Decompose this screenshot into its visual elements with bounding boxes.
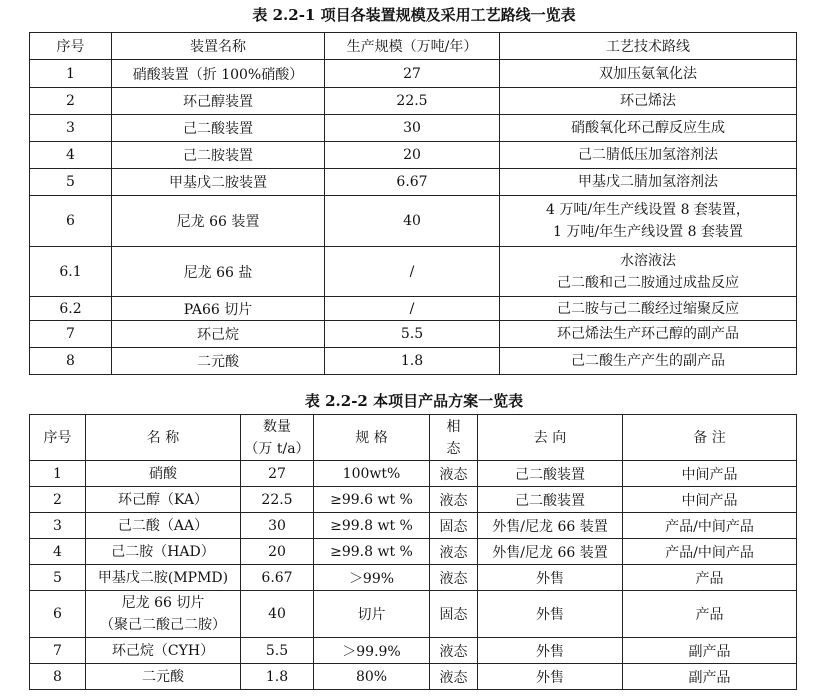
header-cell	[314, 415, 430, 461]
product-name-cell	[86, 461, 241, 487]
serial-cell: 3	[30, 513, 86, 539]
destination-cell: 己二酸装置	[478, 461, 623, 487]
serial-cell: 4	[30, 539, 86, 565]
table-row	[30, 487, 797, 513]
phase-cell: 固态	[430, 513, 478, 539]
process-route-cell	[500, 321, 797, 348]
process-route-cell	[500, 115, 797, 142]
quantity-cell: 40	[241, 591, 314, 638]
scale-cell: 1.8	[325, 348, 500, 375]
destination-cell: 外售/尼龙 66 装置	[478, 539, 623, 565]
scale-cell: 27	[325, 60, 500, 88]
scale-cell: 5.5	[325, 321, 500, 348]
header-cell	[623, 415, 797, 461]
table-row	[30, 169, 797, 196]
serial-cell: 2	[30, 487, 86, 513]
phase-cell: 液态	[430, 461, 478, 487]
remark-cell: 产品	[623, 591, 797, 638]
process-route-line: 双加压氨氧化法	[599, 65, 697, 82]
process-route-line: 己二酸和己二胺通过成盐反应	[557, 274, 739, 291]
remark-cell: 中间产品	[623, 487, 797, 513]
process-route-cell	[500, 169, 797, 196]
serial-cell: 5	[30, 565, 86, 591]
scale-cell: 20	[325, 142, 500, 169]
quantity-cell: 27	[241, 461, 314, 487]
header-line: （万 t/a）	[244, 440, 310, 457]
header-line: 序号	[43, 429, 72, 446]
product-name-cell	[86, 638, 241, 664]
device-name-cell: 环己醇装置	[112, 88, 325, 115]
serial-cell: 3	[30, 115, 112, 142]
device-name-cell: 硝酸装置（折 100%硝酸）	[112, 60, 325, 88]
header-line: 去 向	[533, 429, 567, 446]
table-row	[30, 196, 797, 247]
quantity-cell: 20	[241, 539, 314, 565]
destination-cell: 外售	[478, 591, 623, 638]
device-name-cell: 甲基戊二胺装置	[112, 169, 325, 196]
process-route-line: 己二腈低压加氢溶剂法	[578, 147, 718, 163]
product-name-line: 己二胺（HAD）	[111, 543, 215, 560]
product-plan-table	[29, 414, 797, 690]
process-route-line: 4 万吨/年生产线设置 8 套装置，	[546, 202, 750, 218]
product-name-cell	[86, 513, 241, 539]
header-line: 数量	[263, 418, 291, 435]
device-name-cell: 己二酸装置	[112, 115, 325, 142]
table1-caption: 表 2.2-1 项目各装置规模及采用工艺路线一览表	[252, 6, 576, 24]
scale-cell: 30	[325, 115, 500, 142]
product-name-line: 甲基戊二胺(MPMD)	[97, 569, 229, 586]
table-row	[30, 321, 797, 348]
process-route-cell	[500, 247, 797, 297]
serial-cell: 8	[30, 664, 86, 690]
table2-caption: 表 2.2-2 本项目产品方案一览表	[304, 392, 524, 410]
quantity-cell: 22.5	[241, 487, 314, 513]
scale-cell: /	[325, 297, 500, 321]
spec-cell: 100wt%	[314, 461, 430, 487]
spec-cell: ≥99.8 wt %	[314, 513, 430, 539]
serial-cell: 1	[30, 60, 112, 88]
header-cell: 工艺技术路线	[500, 33, 797, 60]
serial-cell: 7	[30, 638, 86, 664]
header-line: 备 注	[693, 429, 726, 446]
device-name-cell: 己二胺装置	[112, 142, 325, 169]
destination-cell: 外售	[478, 664, 623, 690]
serial-cell: 2	[30, 88, 112, 115]
process-route-line: 硝酸氧化环己醇反应生成	[571, 120, 725, 136]
process-route-line: 水溶液法	[620, 252, 676, 269]
table-row	[30, 539, 797, 565]
header-cell	[86, 415, 241, 461]
table-row	[30, 461, 797, 487]
serial-cell: 6.2	[30, 297, 112, 321]
quantity-cell: 5.5	[241, 638, 314, 664]
remark-cell: 产品	[623, 565, 797, 591]
header-cell	[30, 415, 86, 461]
phase-cell: 液态	[430, 487, 478, 513]
scale-cell: 6.67	[325, 169, 500, 196]
header-cell: 生产规模（万吨/年）	[325, 33, 500, 60]
scale-cell: /	[325, 247, 500, 297]
serial-cell: 5	[30, 169, 112, 196]
product-name-line: 二元酸	[142, 668, 184, 685]
product-name-line: 己二酸（AA）	[117, 517, 209, 534]
product-name-line: 硝酸	[149, 465, 177, 482]
phase-cell: 液态	[430, 638, 478, 664]
table-row	[30, 664, 797, 690]
header-line: 态	[446, 440, 461, 457]
table-row	[30, 591, 797, 638]
product-name-line: 环己烷（CYH）	[111, 642, 215, 659]
destination-cell: 外售/尼龙 66 装置	[478, 513, 623, 539]
product-name-line: （聚己二酸己二胺）	[100, 617, 226, 633]
serial-cell: 6.1	[30, 247, 112, 297]
remark-cell: 产品/中间产品	[623, 513, 797, 539]
quantity-cell: 6.67	[241, 565, 314, 591]
header-line: 相	[446, 418, 461, 435]
scale-cell: 22.5	[325, 88, 500, 115]
remark-cell: 副产品	[623, 638, 797, 664]
process-route-cell	[500, 142, 797, 169]
table-row	[30, 142, 797, 169]
device-name-cell: 尼龙 66 盐	[112, 247, 325, 297]
remark-cell: 产品/中间产品	[623, 539, 797, 565]
process-route-line: 环己烯法生产环己醇的副产品	[557, 326, 739, 342]
destination-cell: 外售	[478, 638, 623, 664]
remark-cell: 副产品	[623, 664, 797, 690]
process-route-cell	[500, 297, 797, 321]
spec-cell: ＞99.9%	[314, 638, 430, 664]
header-cell	[241, 415, 314, 461]
table-row	[30, 60, 797, 88]
serial-cell: 1	[30, 461, 86, 487]
product-name-line: 环己醇（KA）	[117, 491, 208, 508]
serial-cell: 8	[30, 348, 112, 375]
process-route-cell	[500, 60, 797, 88]
quantity-cell: 1.8	[241, 664, 314, 690]
table-row	[30, 297, 797, 321]
process-route-line: 环己烯法	[620, 93, 676, 109]
remark-cell: 中间产品	[623, 461, 797, 487]
destination-cell: 己二酸装置	[478, 487, 623, 513]
table-row	[30, 115, 797, 142]
spec-cell: ≥99.6 wt %	[314, 487, 430, 513]
table-row	[30, 513, 797, 539]
product-name-cell	[86, 539, 241, 565]
table-row	[30, 88, 797, 115]
header-line: 名 称	[146, 429, 180, 446]
header-cell: 装置名称	[112, 33, 325, 60]
spec-cell: ≥99.8 wt %	[314, 539, 430, 565]
table-row	[30, 247, 797, 297]
product-name-cell	[86, 591, 241, 638]
equipment-scale-table	[29, 32, 797, 375]
device-name-cell: PA66 切片	[112, 297, 325, 321]
spec-cell: 切片	[314, 591, 430, 638]
header-cell	[430, 415, 478, 461]
phase-cell: 液态	[430, 664, 478, 690]
table-row	[30, 565, 797, 591]
process-route-line: 甲基戊二腈加氢溶剂法	[578, 174, 718, 190]
scale-cell: 40	[325, 196, 500, 247]
spec-cell: 80%	[314, 664, 430, 690]
process-route-line: 己二胺与己二酸经过缩聚反应	[557, 300, 739, 317]
phase-cell: 液态	[430, 539, 478, 565]
quantity-cell: 30	[241, 513, 314, 539]
header-cell: 序号	[30, 33, 112, 60]
serial-cell: 7	[30, 321, 112, 348]
device-name-cell: 环己烷	[112, 321, 325, 348]
header-line: 规 格	[355, 429, 388, 446]
table-row	[30, 348, 797, 375]
product-name-cell	[86, 664, 241, 690]
serial-cell: 4	[30, 142, 112, 169]
phase-cell: 固态	[430, 591, 478, 638]
header-cell	[478, 415, 623, 461]
process-route-cell	[500, 348, 797, 375]
process-route-line: 己二酸生产产生的副产品	[571, 353, 725, 369]
destination-cell: 外售	[478, 565, 623, 591]
serial-cell: 6	[30, 196, 112, 247]
process-route-line: 1 万吨/年生产线设置 8 套装置	[553, 224, 743, 240]
phase-cell: 液态	[430, 565, 478, 591]
table-row	[30, 638, 797, 664]
device-name-cell: 二元酸	[112, 348, 325, 375]
product-name-line: 尼龙 66 切片	[121, 595, 205, 611]
spec-cell: ＞99%	[314, 565, 430, 591]
device-name-cell: 尼龙 66 装置	[112, 196, 325, 247]
product-name-cell	[86, 487, 241, 513]
process-route-cell	[500, 88, 797, 115]
process-route-cell	[500, 196, 797, 247]
product-name-cell	[86, 565, 241, 591]
serial-cell: 6	[30, 591, 86, 638]
